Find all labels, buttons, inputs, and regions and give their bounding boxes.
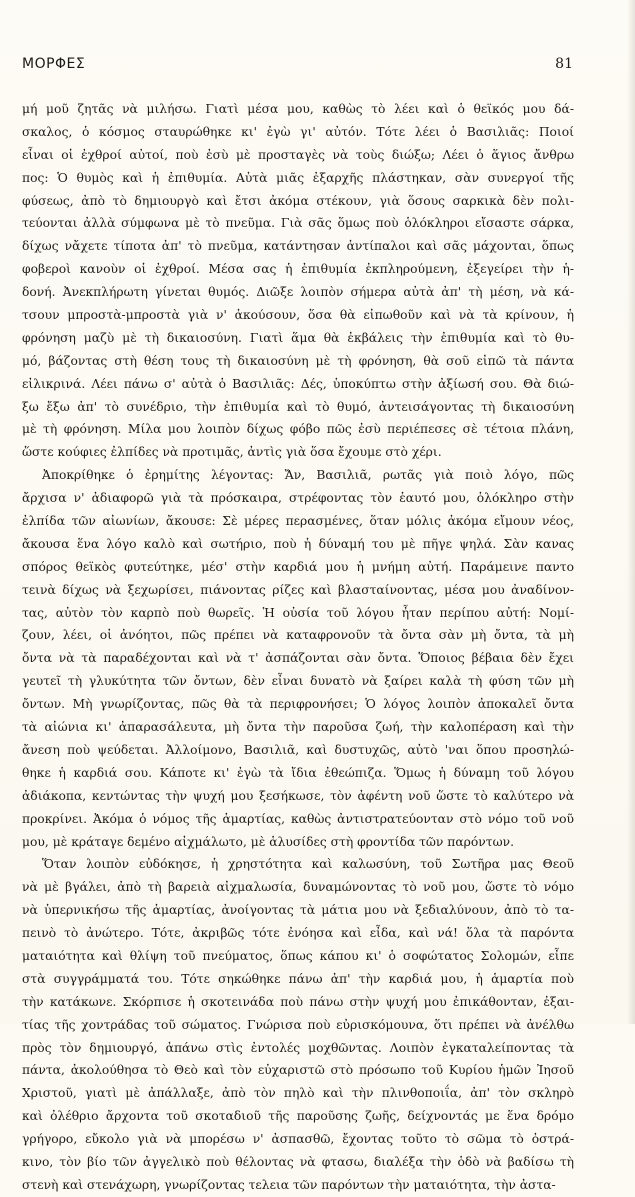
text-line: τεύονται ἀλλὰ σύμφωνα μὲ τὸ πνεῦμα. Γιὰ σᾶς ὅμως ποὺ ὁλόκληροι εἴσαστε σάρκα, — [22, 216, 574, 231]
text-line: φρόνηση μαζὺ μὲ τὴ δικαιοσύνη. Γιατὶ ἅμα θὰ ἐκβάλεις τὴν ἐπιθυμία καὶ τὸ θυ- — [22, 330, 574, 345]
text-line: καὶ ὀλέθριο ἄρχοντα τοῦ σκοταδιοῦ τῆς παροῦσης ζωῆς, δείχνοντάς με ἕνα δρόμο — [22, 1109, 574, 1124]
text-line: εἰλικρινά. Λέει πάνω σ' αὐτὰ ὁ Βασιλιᾶς: Δές, ὑποκύπτω στὴν ἀξίωσή σου. Θὰ διώ- — [22, 376, 574, 391]
paragraph — [22, 464, 574, 853]
paragraph — [22, 853, 574, 1196]
text-line: ὥστε κούφιες ἐλπίδες νὰ προτιμᾶς, ἀντὶς γιὰ ὅσα ἔχουμε στὸ χέρι. — [22, 445, 442, 460]
text-line: Ὅταν λοιπὸν εὐδόκησε, ἡ χρηστότητα καὶ καλωσύνη, τοῦ Σωτῆρα μας Θεοῦ — [42, 857, 574, 872]
text-line: φύσεως, ἀπὸ τὸ δημιουργὸ καὶ ἔτσι ἀκόμα στέκουν, γιὰ ὅσους σαρκικὰ δὲν πολι- — [22, 193, 574, 208]
text-line: μή μοῦ ζητᾶς νὰ μιλήσω. Γιατὶ μέσα μου, καθὼς τὸ λέει καὶ ὁ θεϊκός μου δά- — [22, 102, 574, 116]
text-line: μό, βάζοντας στὴ θέση τους τὴ δικαιοσύνη μὲ τὴ φρόνηση, θὰ σοῦ εἰπῶ τὰ πάντα — [22, 353, 574, 368]
text-line: ζουν, λέει, οἱ ἀνόητοι, πῶς πρέπει νὰ καταφρονοῦν τὰ ὄντα σὰν μὴ ὄντα, τὰ μὴ — [22, 628, 574, 643]
text-line: τὴν κατάκωνε. Σκόρπισε ἡ σκοτεινάδα ποὺ πάνω στὴν ψυχή μου ἐπικάθονταν, ἐξαι- — [22, 994, 574, 1009]
text-line: νὰ μὲ βγάλει, ἀπὸ τὴ βαρειὰ αἰχμαλωσία, δυναμώνοντας τὸ νοῦ μου, ὥστε τὸ νόμο — [22, 880, 574, 895]
text-line: ἀδιάκοπα, κεντώντας τὴν ψυχή μου ξεσήκωσε, τὸν ἀφέντη νοῦ ὥστε τὸ καλύτερο νὰ — [22, 788, 574, 803]
text-line: γρήγορο, εὔκολο γιὰ νὰ μπορέσω ν' ἀσπασθῶ, ἔχοντας τοῦτο τὸ σῶμα τὸ ὀστρά- — [22, 1132, 574, 1147]
text-line: πρὸς τὸν δημιουργό, ἀπάνω στὶς ἐντολές μοχθῶντας. Λοιπὸν ἐγκαταλείποντας τὰ — [22, 1040, 574, 1055]
text-line: μὲ τὴ φρόνηση. Μίλα μου λοιπὸν δίχως φόβο πῶς ἐσὺ περιέπεσες σὲ τέτοια πλάνη, — [22, 422, 574, 437]
text-line: στὰ συγγράμματά του. Τότε σηκώθηκε πάνω ἀπ' τὴν καρδιά μου, ἡ ἁμαρτία ποὺ — [22, 971, 574, 986]
text-line: πος: Ὁ θυμὸς καὶ ἡ ἐπιθυμία. Αὐτὰ μιᾶς ἐξαρχῆς πλάστηκαν, σὰν συνεργοί τῆς — [22, 170, 574, 185]
text-line: τσουν μπροστὰ-μπροστὰ γιὰ ν' ἀκούσουν, ὅσα θὰ εἰπωθοῦν καὶ νὰ τὰ κρίνουν, ἡ — [22, 308, 574, 323]
text-line: σπόρος θεϊκὸς φυτεύτηκε, μέσ' στὴν καρδιά μου ἡ μνήμη αὐτή. Παράμεινε παντο — [22, 559, 574, 574]
page-number: 81 — [555, 56, 573, 72]
body-text — [22, 98, 574, 1197]
text-line: σκαλος, ὁ κόσμος σταυρώθηκε κι' ἐγὼ γι' αὐτόν. Τότε λέει ὁ Βασιλιᾶς: Ποιοί — [22, 124, 574, 139]
text-line: δονή. Ἀνεκπλήρωτη γίνεται θυμός. Διῶξε λοιπὸν σήμερα αὐτὰ ἀπ' τὴ μέση, νὰ κά- — [22, 285, 574, 300]
text-line: εἶναι οἱ ἐχθροί αὐτοί, ποὺ ἐσὺ μὲ προσταγὲς νὰ τοὺς διώξω; Λέει ὁ ἅγιος ἄνθρω — [22, 147, 574, 162]
text-line: γευτεῖ τὴ γλυκύτητα τῶν ὄντων, δὲν εἶναι δυνατὸ νὰ ξαίρει καλὰ τὴ φύση τῶν μὴ — [22, 674, 574, 689]
text-line: τὰ αἰώνια κι' ἀπαρασάλευτα, μὴ ὄντα τὴν παροῦσα ζωή, τὴν καλοπέραση καὶ τὴν — [22, 720, 574, 735]
text-line: φοβεροὶ κανοὺν οἱ ἐχθροί. Μέσα σας ἡ ἐπιθυμία ἐκπληρούμενη, ἐξεγείρει τὴν ἡ- — [22, 262, 574, 277]
text-line: ξω ἔξω ἀπ' τὸ συνέδριο, τὴν ἐπιθυμία καὶ τὸ θυμό, ἀντεισάγοντας τὴ δικαιοσύνη — [22, 399, 574, 414]
text-line: ματαιότητα καὶ θλίψη τοῦ πνεύματος, ὅπως κάπου κι' ὁ σοφώτατος Σολομών, εἶπε — [22, 948, 574, 963]
text-line: ἐλπίδα τῶν αἰωνίων, ἄκουσε: Σὲ μέρες περασμένες, ὅταν μόλις ἀκόμα εἴμουν νέος, — [22, 514, 574, 529]
page-header — [22, 56, 573, 78]
text-line: πάντα, ἀκολούθησα τὸ Θεὸ καὶ τὸν εὐχαριστῶ στὸ πρόσωπο τοῦ Κυρίου ἡμῶν Ἰησοῦ — [22, 1063, 574, 1078]
text-line: ὄντων. Μὴ γνωρίζοντας, πῶς θὰ τὰ περιφρονήσει; Ὁ λόγος λοιπὸν ἀποκαλεῖ ὄντα — [22, 697, 574, 712]
text-line: Ἀποκρίθηκε ὁ ἐρημίτης λέγοντας: Ἄν, Βασιλιᾶ, ρωτᾶς γιὰ ποιὸ λόγο, πῶς — [42, 468, 574, 483]
text-line: μου, μὲ κράταγε δεμένο αἰχμάλωτο, μὲ ἁλυσίδες στὴ φροντίδα τῶν παρόντων. — [22, 834, 514, 849]
running-title: ΜΟΡΦΕΣ — [22, 56, 86, 72]
text-line: ἄνεση ποὺ ψεύδεται. Ἀλλοίμονο, Βασιλιᾶ, καὶ δυστυχῶς, αὐτὸ 'ναι ὅπου προσηλώ- — [22, 742, 574, 757]
text-line: ἄρχισα ν' ἀδιαφορῶ γιὰ τὰ πρόσκαιρα, στρέφοντας τὸν ἑαυτό μου, ὁλόκληρο στὴν — [22, 491, 574, 506]
text-line: ὄντα νὰ τὰ παραδέχονται καὶ νὰ τ' ἀσπάζονται σὰν ὄντα. Ὅποιος βέβαια δὲν ἔχει — [22, 651, 574, 666]
page-edge-shadow — [627, 0, 635, 1024]
text-line: τίας τῆς χοντράδας τοῦ σώματος. Γνώρισα ποὺ εὐρισκόμουνα, ὅτι πρέπει νὰ ἀνέλθω — [22, 1017, 574, 1032]
text-line: δίχως νἄχετε τίποτα ἀπ' τὸ πνεῦμα, κατάντησαν ἀντίπαλοι καὶ σᾶς μάχονται, ὅπως — [22, 239, 574, 254]
text-line: νὰ ὑπερνικήσω τῆς ἁμαρτίας, ἀνοίγοντας τὰ μάτια μου νὰ ξεδιαλύνουν, ἀπὸ τὸ τα- — [22, 903, 574, 918]
text-line: τας, αὐτὸν τὸν καρπὸ ποὺ θωρεῖς. Ἡ οὐσία τοῦ λόγου ἦταν περίπου αὐτή: Νομί- — [22, 605, 574, 620]
text-line: πεινὸ τὸ ἀνώτερο. Τότε, ἀκριβῶς τότε ἐνόησα καὶ εἶδα, καὶ νά! ὅλα τὰ παρόντα — [22, 926, 574, 941]
text-line: θηκε ἡ καρδιά σου. Κάποτε κι' ἐγὼ τὰ ἴδια ἐθεώπιζα. Ὅμως ἡ δύναμη τοῦ λόγου — [22, 765, 574, 780]
paragraph — [22, 98, 574, 464]
text-line: Χριστοῦ, γιατὶ μὲ ἀπάλλαξε, ἀπὸ τὸν πηλὸ καὶ τὴν πλινθοποιΐα, ἀπ' τὸν σκληρὸ — [22, 1086, 574, 1101]
text-line: ἄκουσα ἕνα λόγο καλὸ καὶ σωτήριο, ποὺ ἡ δύναμή του μὲ πῆγε ψηλά. Σὰν κανας — [22, 536, 574, 551]
text-line: στενὴ καὶ στενάχωρη, γνωρίζοντας τελεια τῶν παρόντων τὴν ματαιότητα, τὴν ἀστα- — [22, 1177, 556, 1192]
text-line: τεινὰ δίχως νὰ ξεχωρίσει, πιάνοντας ρίζες καὶ βλασταίνοντας, μέσα μου ἀναδίνον- — [22, 582, 574, 597]
text-line: προκρίνει. Ἀκόμα ὁ νόμος τῆς ἁμαρτίας, καθὼς ἀντιστρατεύονταν στὸ νόμο τοῦ νοῦ — [22, 811, 574, 826]
text-line: κινο, τὸν βίο τῶν ἀγγελικὸ ποὺ θέλοντας νὰ φτασω, διαλέξα τὴν ὁδὸ νὰ βαδίσω τὴ — [22, 1154, 574, 1169]
